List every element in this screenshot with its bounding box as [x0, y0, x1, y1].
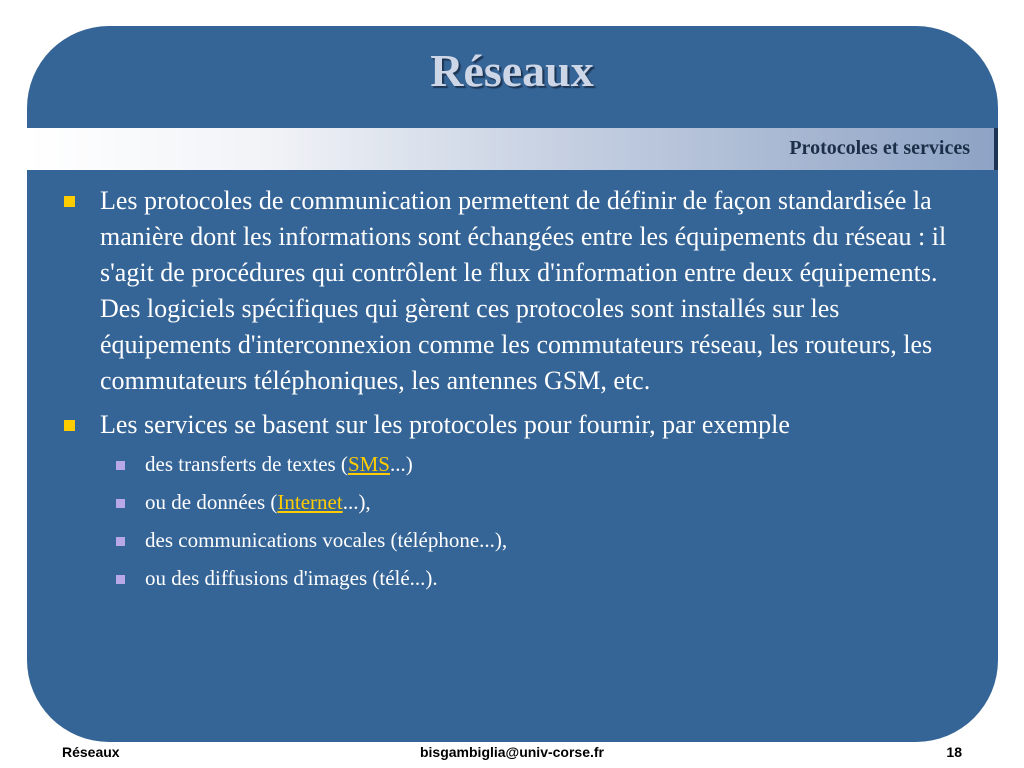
footer-title: Réseaux [62, 744, 120, 760]
sub-bullet-item [100, 489, 972, 516]
sub-bullet-item [100, 527, 972, 554]
bullet-item [60, 183, 972, 399]
sub-bullet-list [100, 451, 972, 592]
square-sub-bullet-icon [116, 461, 125, 470]
bullet-text: Les protocoles de communication permettent de définir de façon standardisée la manière dont les informations sont échangées entre les équipements du réseau : il s'agit de procédures qui contrôlent le flux d'information entre deux équipements. Des logiciels spécifiques qui gèrent ces protocoles sont installés sur les équipements d'interconnexion comme les commutateurs réseau, les routeurs, les commutateurs téléphoniques, les antennes GSM, etc. [100, 186, 947, 395]
square-bullet-icon [64, 420, 75, 431]
internet-link[interactable]: Internet [277, 490, 343, 514]
bullet-text: Les services se basent sur les protocoles pour fournir, par exemple [100, 410, 790, 439]
sub-bullet-item [100, 565, 972, 592]
page-number: 18 [946, 744, 962, 760]
sub-bullet-text: ou des diffusions d'images (télé...). [145, 566, 438, 590]
bullet-list [60, 183, 972, 603]
square-sub-bullet-icon [116, 499, 125, 508]
slide-title: Réseaux [430, 45, 594, 96]
square-sub-bullet-icon [116, 575, 125, 584]
footer-email: bisgambiglia@univ-corse.fr [419, 744, 605, 760]
sub-bullet-text-after: ...) [389, 452, 413, 476]
sub-bullet-text-before: des transferts de textes ( [145, 452, 348, 476]
sms-link[interactable]: SMS [347, 452, 390, 476]
sub-bullet-text: des communications vocales (téléphone...), [145, 528, 508, 552]
sub-bullet-text-before: ou de données ( [145, 490, 278, 514]
square-sub-bullet-icon [116, 537, 125, 546]
sub-bullet-item [100, 451, 972, 478]
sub-bullet-text-after: ...), [342, 490, 371, 514]
slide-subtitle: Protocoles et services [789, 137, 970, 159]
subtitle-bar [27, 128, 998, 170]
bullet-item [60, 407, 972, 592]
square-bullet-icon [64, 196, 75, 207]
